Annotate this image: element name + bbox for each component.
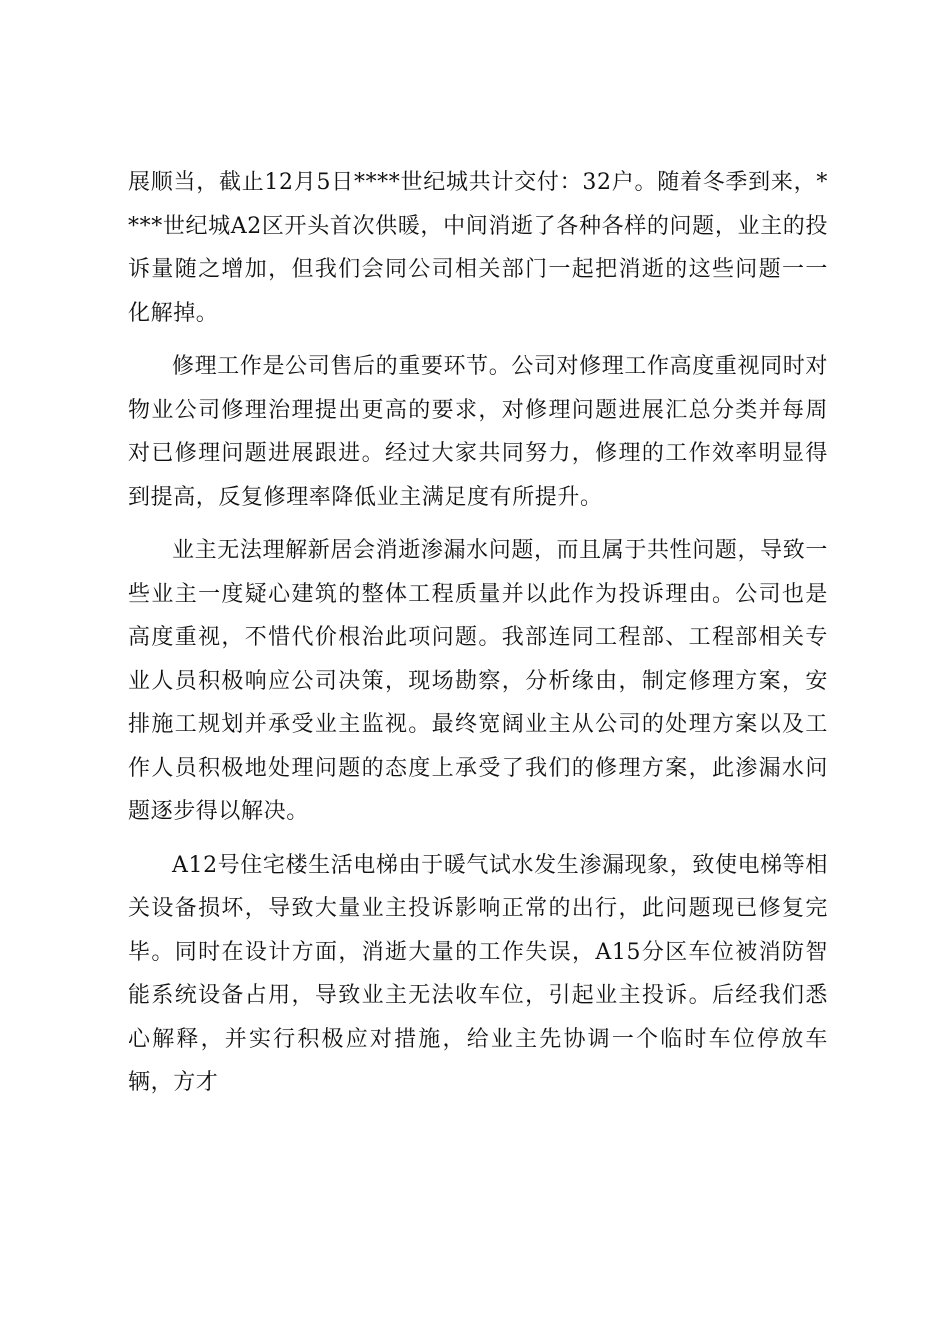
paragraph-2: 修理工作是公司售后的重要环节。公司对修理工作高度重视同时对物业公司修理治理提出更高的要求，对修理问题进展汇总分类并每周对已修理问题进展跟进。经过大家共同努力，修理的工作效率明显得到提高，反复修理率降低业主满足度有所提升。 (128, 354, 828, 510)
paragraph-1: 展顺当，截止12月5日****世纪城共计交付：32户。随着冬季到来，****世纪城A2区开头首次供暖，中间消逝了各种各样的问题，业主的投诉量随之增加，但我们会同公司相关部门一起把消逝的这些问题一一化解掉。 (128, 170, 828, 326)
paragraph-3: 业主无法理解新居会消逝渗漏水问题，而且属于共性问题，导致一些业主一度疑心建筑的整体工程质量并以此作为投诉理由。公司也是高度重视，不惜代价根治此项问题。我部连同工程部、工程部相关专业人员积极响应公司决策，现场勘察，分析缘由，制定修理方案，安排施工规划并承受业主监视。最终宽阔业主从公司的处理方案以及工作人员积极地处理问题的态度上承受了我们的修理方案，此渗漏水问题逐步得以解决。 (128, 538, 828, 824)
body-text (128, 161, 828, 1115)
paragraph-4: A12号住宅楼生活电梯由于暖气试水发生渗漏现象，致使电梯等相关设备损坏，导致大量业主投诉影响正常的出行，此问题现已修复完毕。同时在设计方面，消逝大量的工作失误，A15分区车位被消防智能系统设备占用，导致业主无法收车位，引起业主投诉。后经我们悉心解释，并实行积极应对措施，给业主先协调一个临时车位停放车辆，方才 (128, 852, 828, 1095)
